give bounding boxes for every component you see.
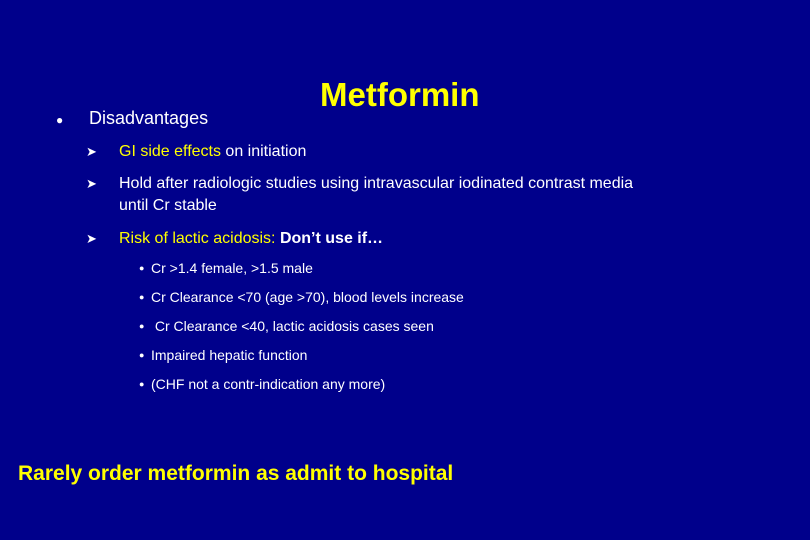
sub-bullet-text: (CHF not a contr-indication any more) xyxy=(151,376,386,392)
sub-bullet-text: Cr Clearance <40, lactic acidosis cases seen xyxy=(151,318,434,334)
bullet-highlight: GI side effects xyxy=(119,143,221,160)
bullet-rest: Don’t use if… xyxy=(275,230,384,247)
sub-bullet-text: Cr Clearance <70 (age >70), blood levels increase xyxy=(151,289,464,305)
bullet-text xyxy=(119,141,306,163)
sub-bullet-dot-icon: ● xyxy=(139,350,145,360)
section-heading-label: Disadvantages xyxy=(89,108,209,128)
bullet-rest: on initiation xyxy=(220,143,307,160)
sub-bullet-dot-icon: ● xyxy=(139,379,145,389)
bullet-text: until Cr stable xyxy=(119,197,217,214)
sub-bullet-dot-icon: ● xyxy=(139,321,145,331)
footer-note: Rarely order metformin as admit to hospital xyxy=(18,462,454,485)
bullet-highlight: Risk of lactic acidosis: xyxy=(119,230,276,247)
sub-bullet-text: Impaired hepatic function xyxy=(151,347,308,363)
bullet-text: Hold after radiologic studies using intravascular iodinated contrast media xyxy=(119,175,634,192)
bullet-dot-icon: ● xyxy=(56,113,64,127)
arrow-bullet-icon: ➤ xyxy=(86,144,97,159)
sub-bullet-dot-icon: ● xyxy=(139,263,145,273)
sub-bullet-text: Cr >1.4 female, >1.5 male xyxy=(151,260,313,276)
slide-title: Metformin xyxy=(320,76,480,113)
arrow-bullet-icon: ➤ xyxy=(86,231,97,246)
sub-bullet-dot-icon: ● xyxy=(139,292,145,302)
arrow-bullet-icon: ➤ xyxy=(86,176,97,191)
bullet-text xyxy=(119,228,383,250)
